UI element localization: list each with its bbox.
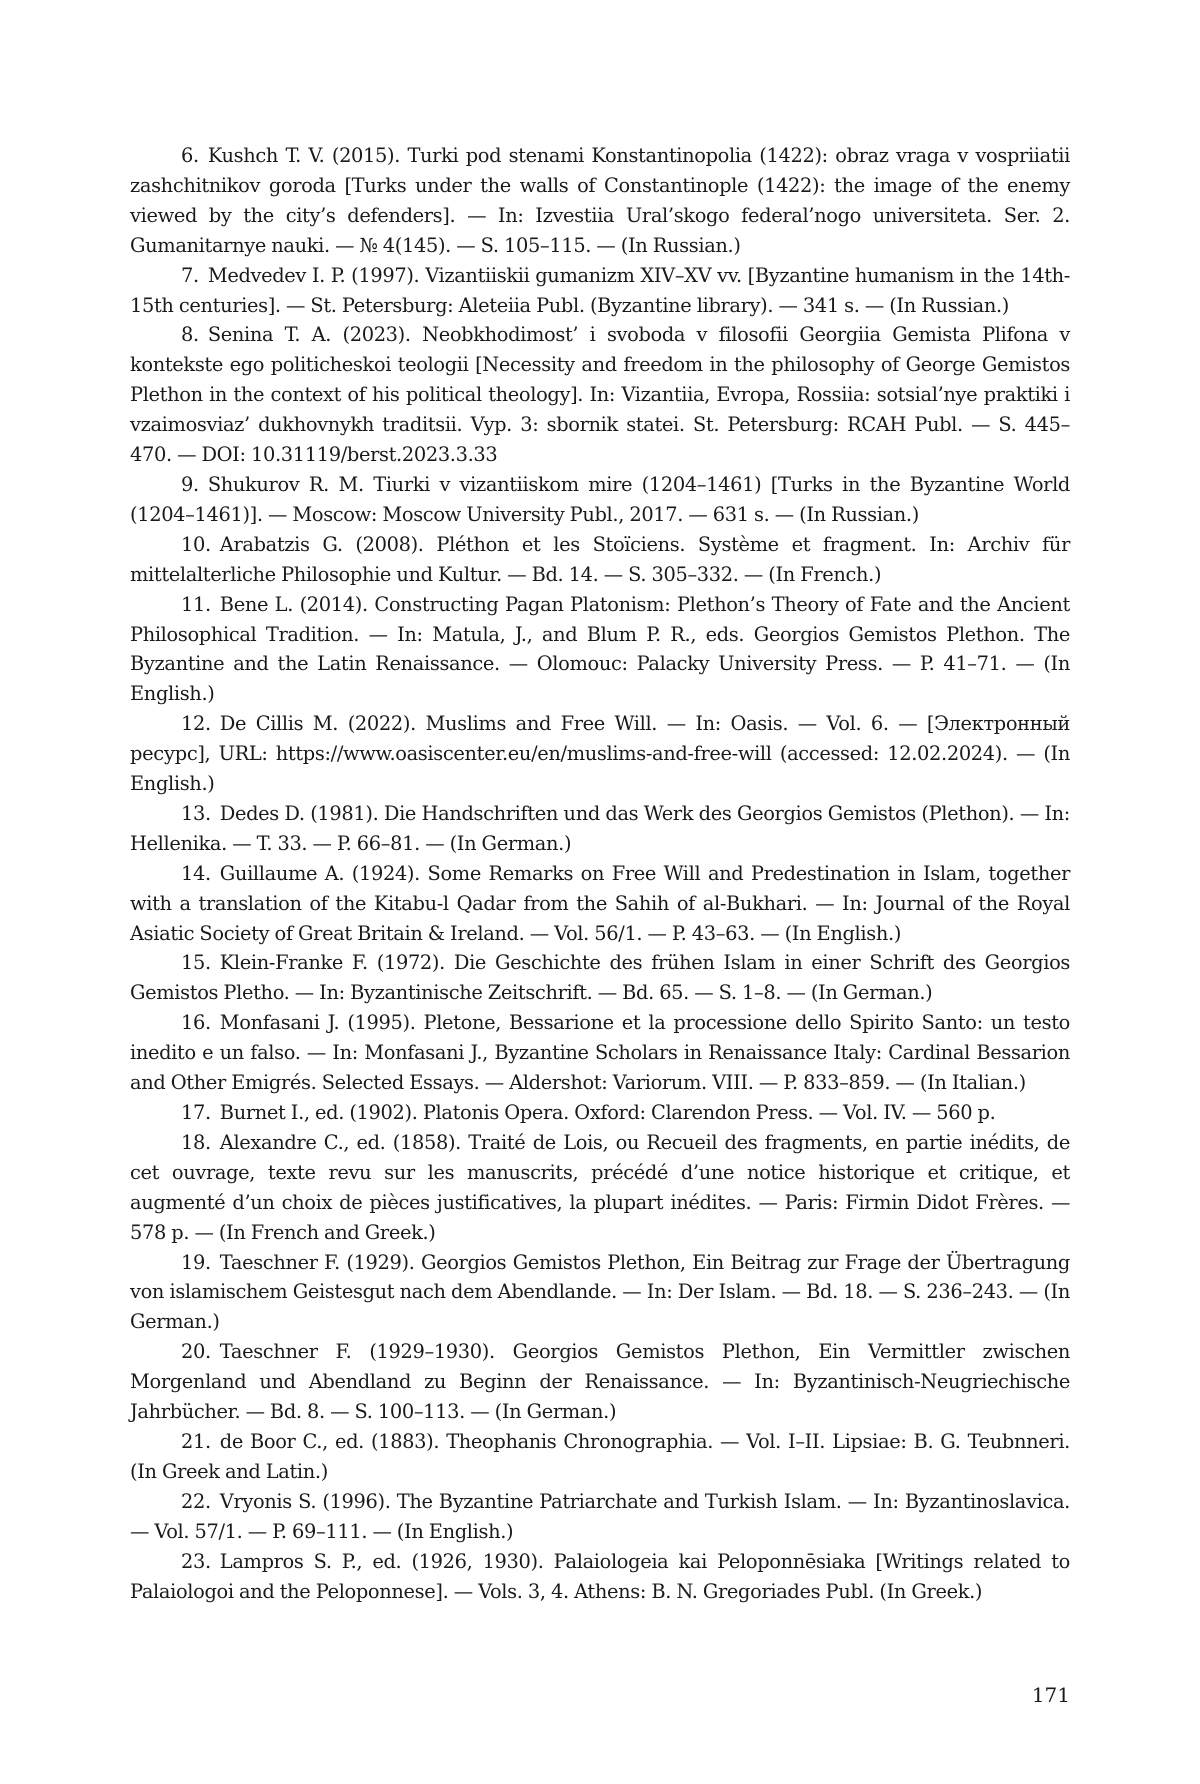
- reference-text: Arabatzis G. (2008). Pléthon et les Stoïciens. Système et fragment. In: Archiv für mittelalterliche Philosophie und Kultur. — Bd. 14. — S. 305–332. — (In French.): [130, 533, 1070, 586]
- reference-text: Bene L. (2014). Constructing Pagan Platonism: Plethon’s Theory of Fate and the Ancient Philosophical Tradition. — In: Matula, J., and Blum P. R., eds. Georgios Gemistos Plethon. The Byzantine and the Latin Renaissance. — Olomouc: Palacky University Press. — P. 41–71. — (In English.): [130, 593, 1070, 706]
- reference-text: Monfasani J. (1995). Pletone, Bessarione et la processione dello Spirito Santo: un testo inedito e un falso. — In: Monfasani J., Byzantine Scholars in Renaissance Italy: Cardinal Bessarion and Other Emigrés. Selected Essays. — Aldershot: Variorum. VIII. — P. 833–859. — (In Italian.): [130, 1011, 1070, 1094]
- reference-entry: [130, 141, 1070, 261]
- reference-number: 14.: [181, 862, 211, 885]
- reference-entry: [130, 948, 1070, 1008]
- reference-text: Burnet I., ed. (1902). Platonis Opera. Oxford: Clarendon Press. — Vol. IV. — 560 p.: [220, 1101, 996, 1124]
- reference-text: Medvedev I. P. (1997). Vizantiiskii gumanizm XIV–XV vv. [Byzantine humanism in the 14th-15th centuries]. — St. Petersburg: Aleteiia Publ. (Byzantine library). — 341 s. — (In Russian.): [130, 264, 1070, 317]
- reference-entry: [130, 709, 1070, 799]
- document-page: [0, 0, 1200, 1784]
- reference-entry: [130, 1337, 1070, 1427]
- reference-number: 21.: [181, 1430, 211, 1453]
- reference-number: 9.: [181, 473, 199, 496]
- reference-text: Dedes D. (1981). Die Handschriften und das Werk des Georgios Gemistos (Plethon). — In: Hellenika. — T. 33. — P. 66–81. — (In German.): [130, 802, 1070, 855]
- reference-entry: [130, 1427, 1070, 1487]
- reference-entry: [130, 1008, 1070, 1098]
- reference-text: Senina T. A. (2023). Neobkhodimost’ i svoboda v filosofii Georgiia Gemista Plifona v kontekste ego politicheskoi teologii [Necessity and freedom in the philosophy of George Gemistos Plethon in the context of his political theology]. In: Vizantiia, Evropa, Rossiia: sotsial’nye praktiki i vzaimosviaz’ dukhovnykh traditsii. Vyp. 3: sbornik statei. St. Petersburg: RCAH Publ. — S. 445–470. — DOI: 10.31119/berst.2023.3.33: [130, 323, 1070, 466]
- reference-number: 10.: [181, 533, 211, 556]
- reference-number: 7.: [181, 264, 199, 287]
- reference-text: de Boor C., ed. (1883). Theophanis Chronographia. — Vol. I–II. Lipsiae: B. G. Teubnneri. (In Greek and Latin.): [130, 1430, 1070, 1483]
- reference-entry: [130, 799, 1070, 859]
- reference-text: Lampros S. P., ed. (1926, 1930). Palaiologeia kai Peloponnēsiaka [Writings related to Palaiologoi and the Peloponnese]. — Vols. 3, 4. Athens: B. N. Gregoriades Publ. (In Greek.): [130, 1550, 1070, 1603]
- reference-number: 18.: [181, 1131, 211, 1154]
- reference-text: Shukurov R. M. Tiurki v vizantiiskom mire (1204–1461) [Turks in the Byzantine World (1204–1461)]. — Moscow: Moscow University Publ., 2017. — 631 s. — (In Russian.): [130, 473, 1070, 526]
- reference-entry: [130, 1487, 1070, 1547]
- reference-number: 22.: [181, 1490, 211, 1513]
- reference-number: 8.: [181, 323, 199, 346]
- reference-number: 6.: [181, 144, 199, 167]
- reference-entry: [130, 1128, 1070, 1248]
- reference-entry: [130, 1098, 1070, 1128]
- reference-number: 17.: [181, 1101, 211, 1124]
- reference-text: De Cillis M. (2022). Muslims and Free Will. — In: Oasis. — Vol. 6. — [Электронный ресурс], URL: https://www.oasiscenter.eu/en/muslims-and-free-will (accessed: 12.02.2024). — (In English.): [130, 712, 1070, 795]
- reference-entry: [130, 530, 1070, 590]
- reference-text: Kushch T. V. (2015). Turki pod stenami Konstantinopolia (1422): obraz vraga v vospriiatii zashchitnikov goroda [Turks under the walls of Constantinople (1422): the image of the enemy viewed by the city’s defenders]. — In: Izvestiia Ural’skogo federal’nogo universiteta. Ser. 2. Gumanitarnye nauki. — № 4(145). — S. 105–115. — (In Russian.): [130, 144, 1070, 257]
- reference-number: 13.: [181, 802, 211, 825]
- reference-number: 11.: [181, 593, 211, 616]
- reference-number: 23.: [181, 1550, 211, 1573]
- reference-text: Guillaume A. (1924). Some Remarks on Free Will and Predestination in Islam, together with a translation of the Kitabu-l Qadar from the Sahih of al-Bukhari. — In: Journal of the Royal Asiatic Society of Great Britain & Ireland. — Vol. 56/1. — P. 43–63. — (In English.): [130, 862, 1070, 945]
- reference-entry: [130, 859, 1070, 949]
- reference-text: Alexandre C., ed. (1858). Traité de Lois, ou Recueil des fragments, en partie inédits, de cet ouvrage, texte revu sur les manuscrits, précédé d’une notice historique et critique, et augmenté d’un choix de pièces justificatives, la plupart inédites. — Paris: Firmin Didot Frères. — 578 p. — (In French and Greek.): [130, 1131, 1070, 1244]
- page-number: 171: [1032, 1683, 1070, 1707]
- reference-number: 12.: [181, 712, 211, 735]
- reference-text: Taeschner F. (1929). Georgios Gemistos Plethon, Ein Beitrag zur Frage der Übertragung von islamischem Geistesgut nach dem Abendlande. — In: Der Islam. — Bd. 18. — S. 236–243. — (In German.): [130, 1251, 1070, 1334]
- reference-number: 16.: [181, 1011, 211, 1034]
- reference-entry: [130, 320, 1070, 470]
- reference-text: Klein-Franke F. (1972). Die Geschichte des frühen Islam in einer Schrift des Georgios Gemistos Pletho. — In: Byzantinische Zeitschrift. — Bd. 65. — S. 1–8. — (In German.): [130, 951, 1070, 1004]
- reference-number: 15.: [181, 951, 211, 974]
- reference-number: 20.: [181, 1340, 211, 1363]
- reference-entry: [130, 1547, 1070, 1607]
- reference-entry: [130, 590, 1070, 710]
- reference-list: [130, 141, 1070, 1606]
- reference-number: 19.: [181, 1251, 211, 1274]
- reference-text: Vryonis S. (1996). The Byzantine Patriarchate and Turkish Islam. — In: Byzantinoslavica. — Vol. 57/1. — P. 69–111. — (In English.): [130, 1490, 1070, 1543]
- reference-entry: [130, 261, 1070, 321]
- reference-entry: [130, 1248, 1070, 1338]
- reference-entry: [130, 470, 1070, 530]
- reference-text: Taeschner F. (1929–1930). Georgios Gemistos Plethon, Ein Vermittler zwischen Morgenland und Abendland zu Beginn der Renaissance. — In: Byzantinisch-Neugriechische Jahrbücher. — Bd. 8. — S. 100–113. — (In German.): [130, 1340, 1070, 1423]
